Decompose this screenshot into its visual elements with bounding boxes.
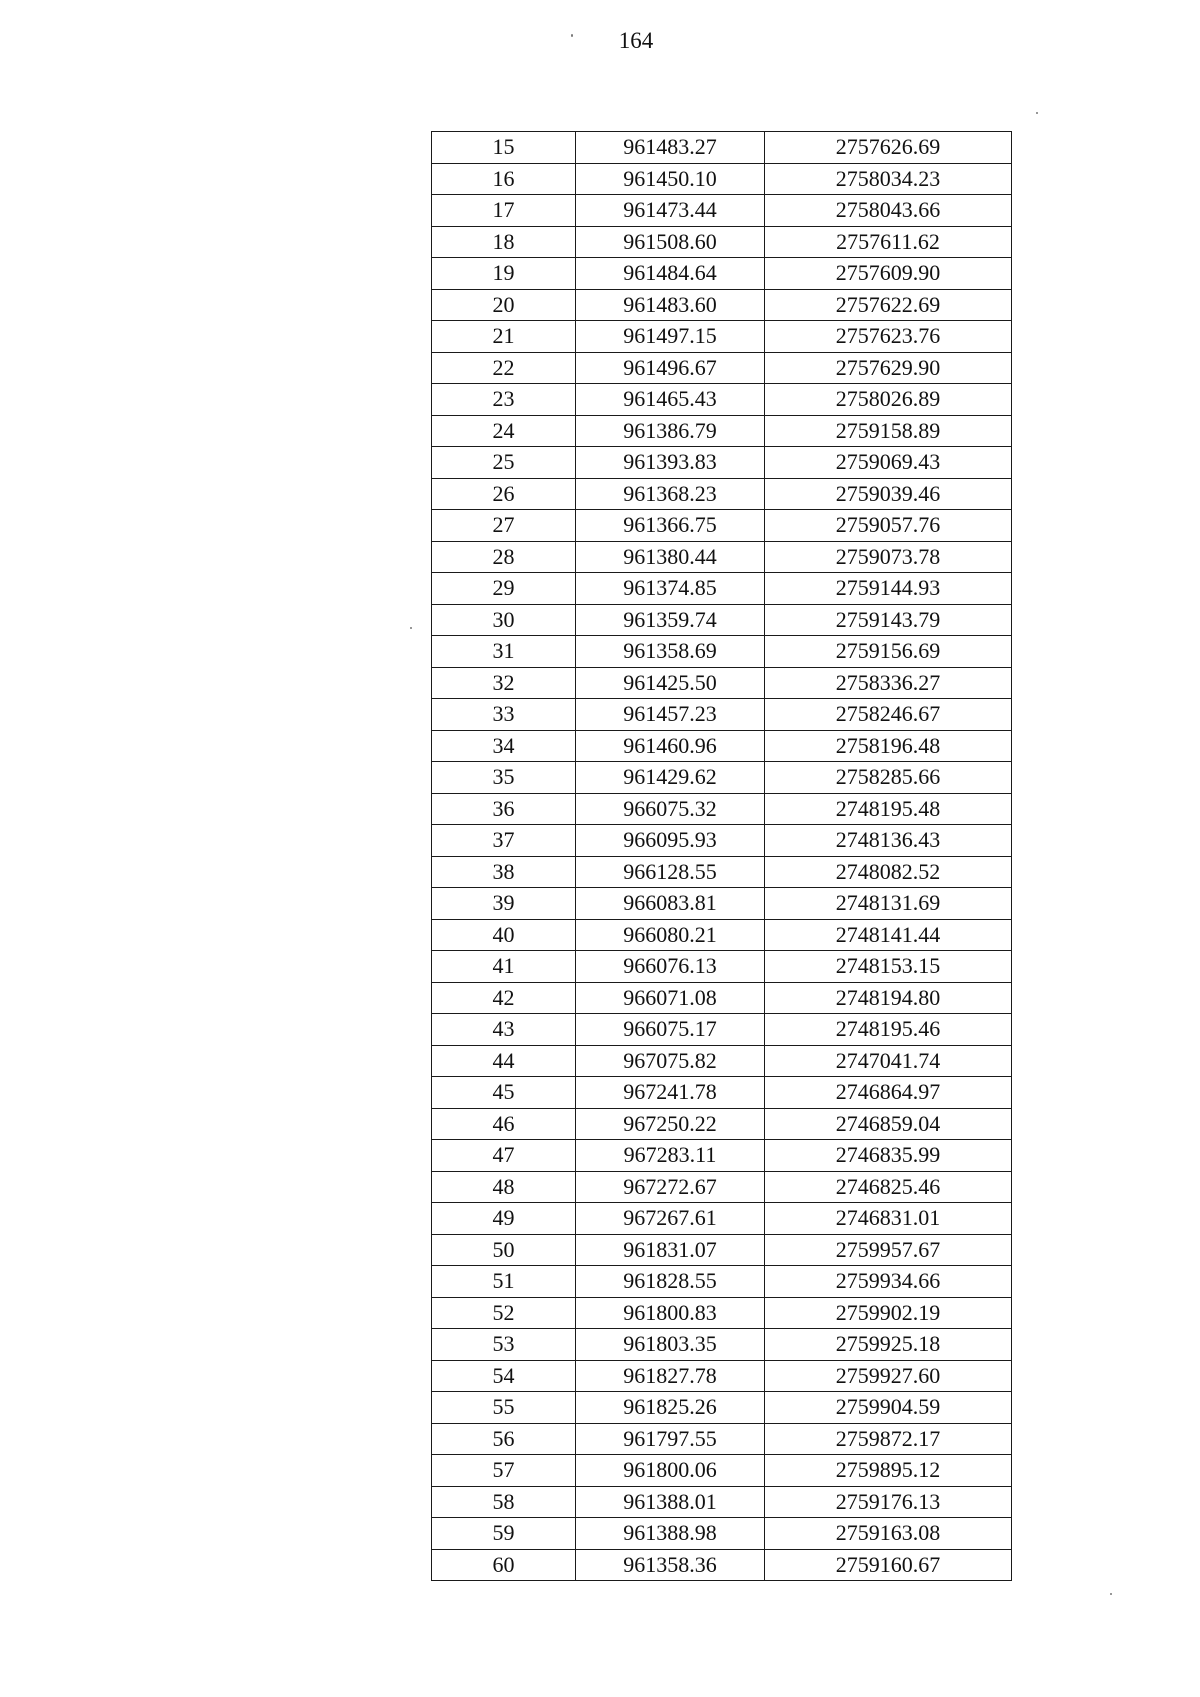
y-coordinate-cell: 2759163.08 [765, 1518, 1012, 1550]
point-number-cell: 51 [432, 1266, 576, 1298]
y-coordinate-cell: 2758246.67 [765, 699, 1012, 731]
point-number-cell: 41 [432, 951, 576, 983]
x-coordinate-cell: 961366.75 [576, 510, 765, 542]
table-row [432, 1140, 1012, 1172]
table-row [432, 1329, 1012, 1361]
table-row [432, 1045, 1012, 1077]
point-number-cell: 28 [432, 541, 576, 573]
x-coordinate-cell: 961358.36 [576, 1549, 765, 1581]
point-number-cell: 25 [432, 447, 576, 479]
y-coordinate-cell: 2757626.69 [765, 132, 1012, 164]
point-number-cell: 32 [432, 667, 576, 699]
x-coordinate-cell: 966075.32 [576, 793, 765, 825]
x-coordinate-cell: 966071.08 [576, 982, 765, 1014]
point-number-cell: 50 [432, 1234, 576, 1266]
point-number-cell: 18 [432, 226, 576, 258]
table-row [432, 510, 1012, 542]
table-row [432, 793, 1012, 825]
y-coordinate-cell: 2757623.76 [765, 321, 1012, 353]
y-coordinate-cell: 2759073.78 [765, 541, 1012, 573]
table-row [432, 762, 1012, 794]
point-number-cell: 24 [432, 415, 576, 447]
x-coordinate-cell: 961473.44 [576, 195, 765, 227]
x-coordinate-cell: 961429.62 [576, 762, 765, 794]
x-coordinate-cell: 961497.15 [576, 321, 765, 353]
point-number-cell: 34 [432, 730, 576, 762]
y-coordinate-cell: 2759872.17 [765, 1423, 1012, 1455]
x-coordinate-cell: 961827.78 [576, 1360, 765, 1392]
y-coordinate-cell: 2759927.60 [765, 1360, 1012, 1392]
x-coordinate-cell: 961374.85 [576, 573, 765, 605]
y-coordinate-cell: 2746825.46 [765, 1171, 1012, 1203]
y-coordinate-cell: 2757622.69 [765, 289, 1012, 321]
y-coordinate-cell: 2748153.15 [765, 951, 1012, 983]
x-coordinate-cell: 961460.96 [576, 730, 765, 762]
point-number-cell: 16 [432, 163, 576, 195]
table-row [432, 226, 1012, 258]
x-coordinate-cell: 961800.83 [576, 1297, 765, 1329]
x-coordinate-cell: 961368.23 [576, 478, 765, 510]
y-coordinate-cell: 2759957.67 [765, 1234, 1012, 1266]
point-number-cell: 60 [432, 1549, 576, 1581]
scan-speck [571, 34, 573, 37]
x-coordinate-cell: 961359.74 [576, 604, 765, 636]
point-number-cell: 56 [432, 1423, 576, 1455]
x-coordinate-cell: 961803.35 [576, 1329, 765, 1361]
table-row [432, 825, 1012, 857]
table-row [432, 919, 1012, 951]
x-coordinate-cell: 961508.60 [576, 226, 765, 258]
point-number-cell: 31 [432, 636, 576, 668]
point-number-cell: 47 [432, 1140, 576, 1172]
y-coordinate-cell: 2759039.46 [765, 478, 1012, 510]
table-row [432, 1360, 1012, 1392]
x-coordinate-cell: 961450.10 [576, 163, 765, 195]
x-coordinate-cell: 961831.07 [576, 1234, 765, 1266]
x-coordinate-cell: 966075.17 [576, 1014, 765, 1046]
table-row [432, 352, 1012, 384]
point-number-cell: 30 [432, 604, 576, 636]
x-coordinate-cell: 961425.50 [576, 667, 765, 699]
x-coordinate-cell: 967272.67 [576, 1171, 765, 1203]
page-number: 164 [618, 28, 654, 53]
table-row [432, 1549, 1012, 1581]
y-coordinate-cell: 2759069.43 [765, 447, 1012, 479]
table-row [432, 1392, 1012, 1424]
y-coordinate-cell: 2747041.74 [765, 1045, 1012, 1077]
point-number-cell: 43 [432, 1014, 576, 1046]
x-coordinate-cell: 961380.44 [576, 541, 765, 573]
point-number-cell: 36 [432, 793, 576, 825]
x-coordinate-cell: 967241.78 [576, 1077, 765, 1109]
coordinates-table [431, 131, 1012, 1581]
x-coordinate-cell: 966080.21 [576, 919, 765, 951]
coordinates-table-body [432, 132, 1012, 1581]
point-number-cell: 45 [432, 1077, 576, 1109]
y-coordinate-cell: 2759156.69 [765, 636, 1012, 668]
table-row [432, 1234, 1012, 1266]
point-number-cell: 59 [432, 1518, 576, 1550]
point-number-cell: 17 [432, 195, 576, 227]
x-coordinate-cell: 961800.06 [576, 1455, 765, 1487]
y-coordinate-cell: 2759895.12 [765, 1455, 1012, 1487]
x-coordinate-cell: 967075.82 [576, 1045, 765, 1077]
point-number-cell: 49 [432, 1203, 576, 1235]
table-row [432, 951, 1012, 983]
table-row [432, 982, 1012, 1014]
point-number-cell: 42 [432, 982, 576, 1014]
x-coordinate-cell: 966083.81 [576, 888, 765, 920]
y-coordinate-cell: 2746864.97 [765, 1077, 1012, 1109]
y-coordinate-cell: 2758043.66 [765, 195, 1012, 227]
y-coordinate-cell: 2748195.46 [765, 1014, 1012, 1046]
x-coordinate-cell: 967267.61 [576, 1203, 765, 1235]
y-coordinate-cell: 2758285.66 [765, 762, 1012, 794]
table-row [432, 573, 1012, 605]
table-row [432, 888, 1012, 920]
y-coordinate-cell: 2748141.44 [765, 919, 1012, 951]
table-row [432, 195, 1012, 227]
table-row [432, 541, 1012, 573]
point-number-cell: 27 [432, 510, 576, 542]
table-row [432, 321, 1012, 353]
x-coordinate-cell: 961483.60 [576, 289, 765, 321]
table-row [432, 856, 1012, 888]
y-coordinate-cell: 2759143.79 [765, 604, 1012, 636]
point-number-cell: 52 [432, 1297, 576, 1329]
point-number-cell: 53 [432, 1329, 576, 1361]
x-coordinate-cell: 961465.43 [576, 384, 765, 416]
point-number-cell: 21 [432, 321, 576, 353]
point-number-cell: 38 [432, 856, 576, 888]
point-number-cell: 58 [432, 1486, 576, 1518]
x-coordinate-cell: 966076.13 [576, 951, 765, 983]
table-row [432, 604, 1012, 636]
point-number-cell: 55 [432, 1392, 576, 1424]
y-coordinate-cell: 2759144.93 [765, 573, 1012, 605]
x-coordinate-cell: 961828.55 [576, 1266, 765, 1298]
y-coordinate-cell: 2748082.52 [765, 856, 1012, 888]
point-number-cell: 15 [432, 132, 576, 164]
point-number-cell: 54 [432, 1360, 576, 1392]
y-coordinate-cell: 2759902.19 [765, 1297, 1012, 1329]
table-row [432, 1108, 1012, 1140]
table-row [432, 1171, 1012, 1203]
table-row [432, 636, 1012, 668]
table-row [432, 289, 1012, 321]
point-number-cell: 22 [432, 352, 576, 384]
table-row [432, 478, 1012, 510]
x-coordinate-cell: 961393.83 [576, 447, 765, 479]
point-number-cell: 39 [432, 888, 576, 920]
x-coordinate-cell: 961388.98 [576, 1518, 765, 1550]
x-coordinate-cell: 961484.64 [576, 258, 765, 290]
y-coordinate-cell: 2757609.90 [765, 258, 1012, 290]
table-row [432, 1266, 1012, 1298]
table-row [432, 1423, 1012, 1455]
y-coordinate-cell: 2759925.18 [765, 1329, 1012, 1361]
y-coordinate-cell: 2758336.27 [765, 667, 1012, 699]
y-coordinate-cell: 2758026.89 [765, 384, 1012, 416]
x-coordinate-cell: 961457.23 [576, 699, 765, 731]
x-coordinate-cell: 961483.27 [576, 132, 765, 164]
scan-speck [1036, 112, 1038, 114]
x-coordinate-cell: 961358.69 [576, 636, 765, 668]
y-coordinate-cell: 2748131.69 [765, 888, 1012, 920]
y-coordinate-cell: 2758034.23 [765, 163, 1012, 195]
y-coordinate-cell: 2748194.80 [765, 982, 1012, 1014]
point-number-cell: 19 [432, 258, 576, 290]
table-row [432, 1518, 1012, 1550]
table-row [432, 163, 1012, 195]
y-coordinate-cell: 2759176.13 [765, 1486, 1012, 1518]
table-row [432, 1455, 1012, 1487]
table-row [432, 384, 1012, 416]
point-number-cell: 40 [432, 919, 576, 951]
scan-speck [410, 627, 412, 629]
x-coordinate-cell: 961388.01 [576, 1486, 765, 1518]
y-coordinate-cell: 2759158.89 [765, 415, 1012, 447]
point-number-cell: 23 [432, 384, 576, 416]
table-row [432, 132, 1012, 164]
x-coordinate-cell: 967250.22 [576, 1108, 765, 1140]
table-row [432, 1014, 1012, 1046]
point-number-cell: 20 [432, 289, 576, 321]
table-row [432, 1077, 1012, 1109]
table-row [432, 258, 1012, 290]
y-coordinate-cell: 2748136.43 [765, 825, 1012, 857]
y-coordinate-cell: 2757629.90 [765, 352, 1012, 384]
table-row [432, 730, 1012, 762]
y-coordinate-cell: 2759934.66 [765, 1266, 1012, 1298]
point-number-cell: 26 [432, 478, 576, 510]
y-coordinate-cell: 2746859.04 [765, 1108, 1012, 1140]
y-coordinate-cell: 2746835.99 [765, 1140, 1012, 1172]
point-number-cell: 33 [432, 699, 576, 731]
y-coordinate-cell: 2746831.01 [765, 1203, 1012, 1235]
table-row [432, 1203, 1012, 1235]
y-coordinate-cell: 2758196.48 [765, 730, 1012, 762]
point-number-cell: 29 [432, 573, 576, 605]
x-coordinate-cell: 966095.93 [576, 825, 765, 857]
x-coordinate-cell: 961797.55 [576, 1423, 765, 1455]
table-row [432, 415, 1012, 447]
x-coordinate-cell: 961386.79 [576, 415, 765, 447]
point-number-cell: 35 [432, 762, 576, 794]
point-number-cell: 44 [432, 1045, 576, 1077]
y-coordinate-cell: 2757611.62 [765, 226, 1012, 258]
table-row [432, 1486, 1012, 1518]
x-coordinate-cell: 966128.55 [576, 856, 765, 888]
point-number-cell: 46 [432, 1108, 576, 1140]
y-coordinate-cell: 2759057.76 [765, 510, 1012, 542]
point-number-cell: 57 [432, 1455, 576, 1487]
y-coordinate-cell: 2759904.59 [765, 1392, 1012, 1424]
x-coordinate-cell: 967283.11 [576, 1140, 765, 1172]
table-row [432, 699, 1012, 731]
y-coordinate-cell: 2759160.67 [765, 1549, 1012, 1581]
scan-speck [1110, 1593, 1112, 1595]
table-row [432, 447, 1012, 479]
y-coordinate-cell: 2748195.48 [765, 793, 1012, 825]
point-number-cell: 48 [432, 1171, 576, 1203]
point-number-cell: 37 [432, 825, 576, 857]
x-coordinate-cell: 961825.26 [576, 1392, 765, 1424]
table-row [432, 1297, 1012, 1329]
table-row [432, 667, 1012, 699]
x-coordinate-cell: 961496.67 [576, 352, 765, 384]
